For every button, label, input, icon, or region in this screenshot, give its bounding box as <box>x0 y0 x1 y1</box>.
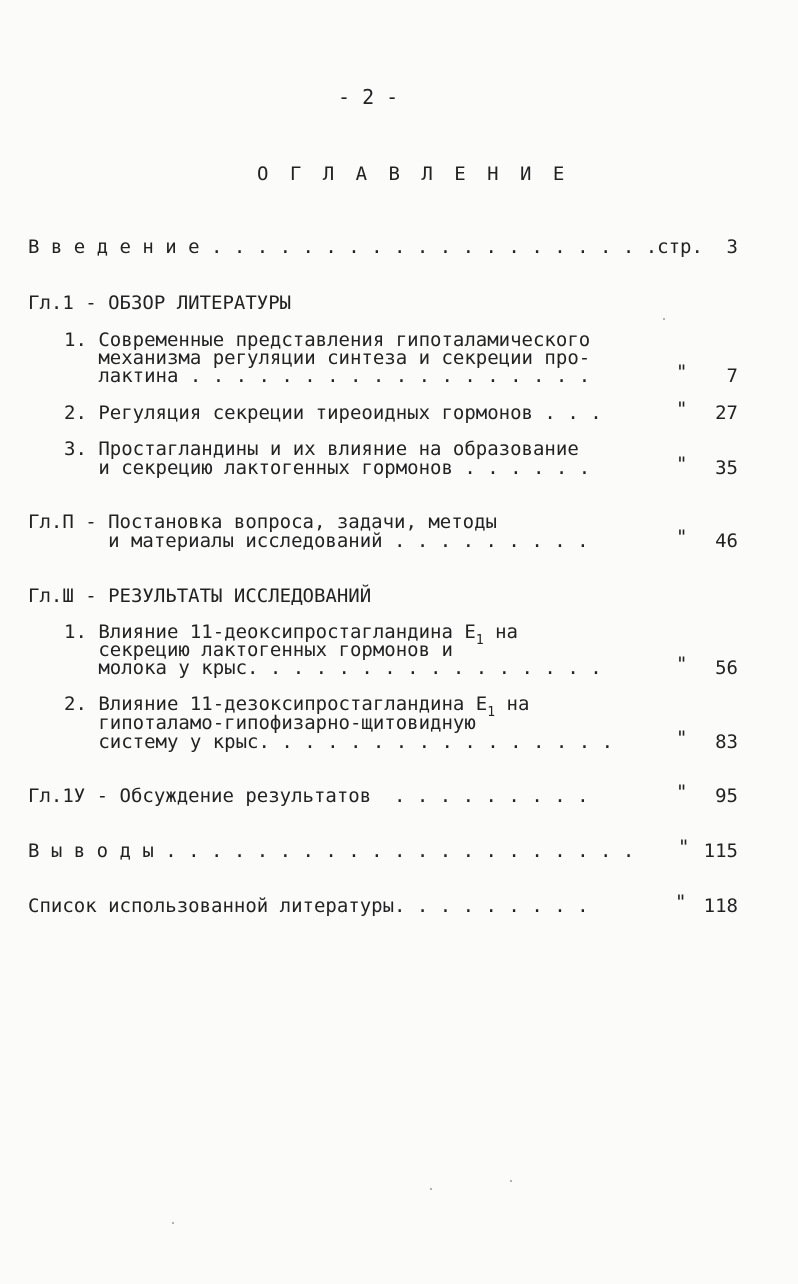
toc-entry-3-2-line-2: гипоталамо-гипофизарно-щитовидную <box>64 712 476 734</box>
toc-entry-3-2-line-1: 2. Влияние 11-дезоксипростагландина $Е_1$ на <box>64 693 530 720</box>
toc-entry-1-1-line-2: механизма регуляции синтеза и секреции про- <box>64 347 591 369</box>
chapter-3-heading: Гл.Ш - РЕЗУЛЬТАТЫ ИССЛЕДОВАНИЙ <box>28 585 372 607</box>
toc-entry-1-3-line-1: 3. Простагландины и их влияние на образование <box>64 438 579 460</box>
ditto-mark: " <box>678 836 690 858</box>
ditto-mark: " <box>676 653 688 675</box>
chapter-1-heading: Гл.1 - ОБЗОР ЛИТЕРАТУРЫ <box>28 292 292 314</box>
ditto-mark: " <box>676 727 688 749</box>
ditto-mark: " <box>676 361 688 383</box>
toc-entry-intro-label: В в е д е н и е . . . . . . . . . . . . . . . . . . . .стр. <box>28 236 703 258</box>
scan-speck <box>430 1188 432 1190</box>
scan-speck <box>510 1180 512 1182</box>
subscript: 1 <box>475 633 484 648</box>
references-label: Список использованной литературы. . . . . . . . . <box>28 895 589 917</box>
ditto-mark: " <box>676 453 688 475</box>
toc-entry-3-1-line-3: молока у крыс. . . . . . . . . . . . . . . . <box>64 657 602 679</box>
ditto-mark: " <box>676 781 688 803</box>
toc-entry-1-1-line-3: лактина . . . . . . . . . . . . . . . . . . <box>64 365 591 387</box>
ditto-mark: " <box>676 526 688 548</box>
toc-entry-3-2-line-3: систему у крыс. . . . . . . . . . . . . . . . <box>64 731 614 753</box>
toc-entry-1-2-line-1: 2. Регуляция секреции тиреоидных гормонов . . . <box>64 402 602 424</box>
page-number: - 2 - <box>338 85 399 109</box>
toc-entry-intro-page: 3 <box>726 236 738 258</box>
scan-speck <box>172 1222 174 1224</box>
conclusions-label: В ы в о д ы . . . . . . . . . . . . . . . . . . . . . <box>28 840 635 862</box>
toc-entry-3-2-page: 83 <box>715 731 738 753</box>
chapter-4-page: 95 <box>715 785 738 807</box>
chapter-2-page: 46 <box>715 530 738 552</box>
chapter-4-label: Гл.1У - Обсуждение результатов . . . . . . . . . <box>28 785 589 807</box>
toc-entry-1-2-page: 27 <box>715 402 738 424</box>
subscript: 1 <box>487 705 496 720</box>
toc-title: О Г Л А В Л Е Н И Е <box>257 163 570 185</box>
toc-entry-1-1-line-1: 1. Современные представления гипоталамического <box>64 329 591 351</box>
toc-entry-3-1-line-1: 1. Влияние 11-деоксипростагландина $Е_1$ на <box>64 621 518 648</box>
ditto-mark: " <box>676 398 688 420</box>
toc-entry-1-3-page: 35 <box>715 457 738 479</box>
toc-entry-1-3-line-2: и секрецию лактогенных гормонов . . . . . . <box>64 457 591 479</box>
toc-entry-3-1-page: 56 <box>715 657 738 679</box>
toc-entry-3-1-line-2: секрецию лактогенных гормонов и <box>64 639 453 661</box>
chapter-2-line-2: и материалы исследований . . . . . . . . . <box>28 530 589 552</box>
ditto-mark: " <box>675 891 687 913</box>
references-page: 118 <box>703 895 738 917</box>
scan-speck <box>663 318 665 320</box>
conclusions-page: 115 <box>703 840 738 862</box>
chapter-2-line-1: Гл.П - Постановка вопроса, задачи, методы <box>28 511 497 533</box>
toc-entry-1-1-page: 7 <box>726 365 738 387</box>
